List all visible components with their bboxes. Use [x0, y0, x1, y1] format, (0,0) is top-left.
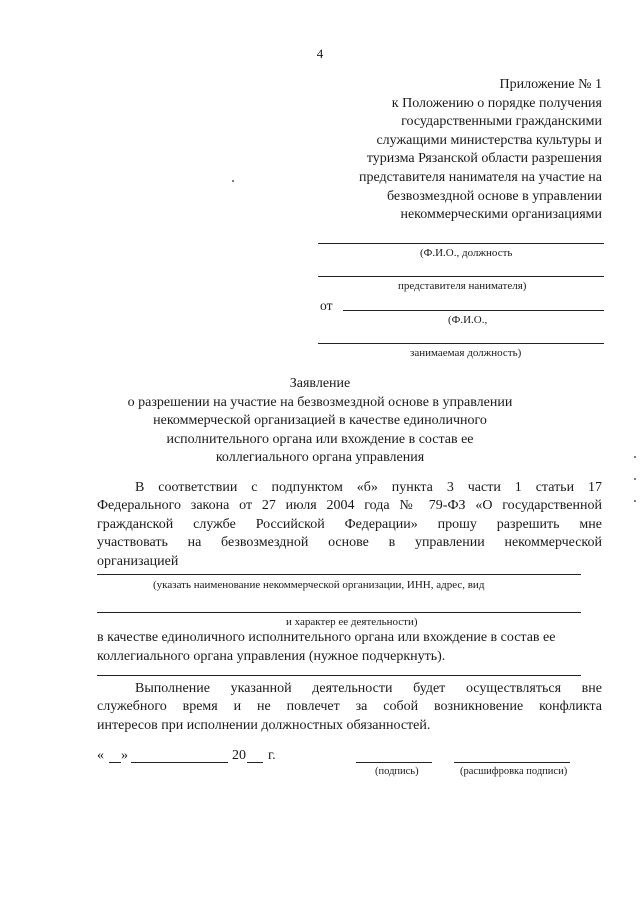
signature-caption: (подпись): [375, 766, 419, 777]
org-line-2: [97, 612, 581, 613]
title-line: о разрешении на участие на безвозмездной основе в управлении: [127, 394, 513, 410]
date-day-line: [109, 762, 121, 763]
paragraph-line: интересов при исполнении должностных обязанностей.: [97, 717, 431, 733]
scan-speck: [634, 500, 636, 502]
page-number: 4: [316, 46, 324, 61]
date-year-prefix: 20: [232, 748, 246, 763]
appendix-line: государственными гражданскими: [401, 114, 602, 130]
fio-position-caption: (Ф.И.О., должность: [420, 247, 513, 259]
paragraph-line: В соответствии с подпунктом «б» пункта 3 части 1 статьи 17: [135, 480, 602, 495]
appendix-line: к Положению о порядке получения: [391, 95, 602, 111]
signature-line: [356, 762, 432, 763]
paragraph-conflict: [97, 680, 602, 735]
position-line: [318, 343, 604, 344]
paragraph-request: [97, 479, 602, 571]
appendix-header: [332, 76, 602, 225]
appendix-line: Приложение № 1: [499, 77, 602, 92]
position-caption: занимаемая должность): [410, 347, 522, 359]
date-open-quote: «: [97, 748, 104, 763]
signature-decode-line: [454, 762, 570, 763]
appendix-line: представителя нанимателя на участие на: [359, 169, 602, 185]
paragraph-line: участвовать на безвозмездной основе в управлении некоммерческой: [97, 535, 602, 551]
signature-decode-caption: (расшифровка подписи): [460, 766, 568, 777]
date-year-line: [247, 762, 263, 763]
appendix-line: служащими министерства культуры и: [376, 132, 602, 148]
paragraph-line: организацией: [97, 553, 179, 569]
appendix-line: туризма Рязанской области разрешения: [366, 151, 602, 167]
appendix-line: безвозмездной основе в управлении: [386, 188, 602, 204]
paragraph-line: Выполнение указанной деятельности будет осуществляться вне: [135, 681, 602, 696]
from-line: [343, 310, 604, 311]
date-month-line: [131, 762, 228, 763]
scan-speck: [634, 456, 636, 458]
paragraph-line: Федерального закона от 27 июля 2004 года № 79-ФЗ «О государственной: [97, 498, 602, 514]
org-caption-2: и характер ее деятельности): [286, 616, 418, 628]
title-line: некоммерческой организацией в качестве единоличного: [153, 413, 487, 428]
employer-caption: представителя нанимателя): [398, 280, 527, 292]
appendix-line: некоммерческими организациями: [400, 207, 602, 223]
scan-speck: [232, 180, 234, 182]
date-year-suffix: г.: [268, 748, 276, 763]
date-close-quote: »: [121, 748, 128, 763]
from-label: от: [320, 298, 333, 313]
employer-line: [318, 276, 604, 277]
fio-caption: (Ф.И.О.,: [448, 314, 488, 326]
paragraph-line: в качестве единоличного исполнительного органа или вхождение в состав ее: [97, 630, 556, 645]
title-line: Заявление: [289, 376, 351, 391]
title-line: коллегиального органа управления: [215, 450, 425, 465]
scan-speck: [634, 478, 636, 480]
paragraph-line: гражданской службе Российской Федерации» прошу разрешить мне: [97, 516, 602, 532]
separator-line: [97, 675, 581, 676]
title-line: исполнительного органа или вхождение в состав ее: [166, 431, 474, 447]
org-line-1: [97, 574, 581, 575]
paragraph-line: коллегиального органа управления (нужное подчеркнуть).: [97, 649, 446, 664]
document-title: [0, 375, 640, 468]
fio-position-line: [318, 243, 604, 244]
paragraph-line: служебного время и не повлечет за собой возникновение конфликта: [97, 699, 602, 715]
org-caption-1: (указать наименование некоммерческой организации, ИНН, адрес, вид: [153, 579, 485, 591]
